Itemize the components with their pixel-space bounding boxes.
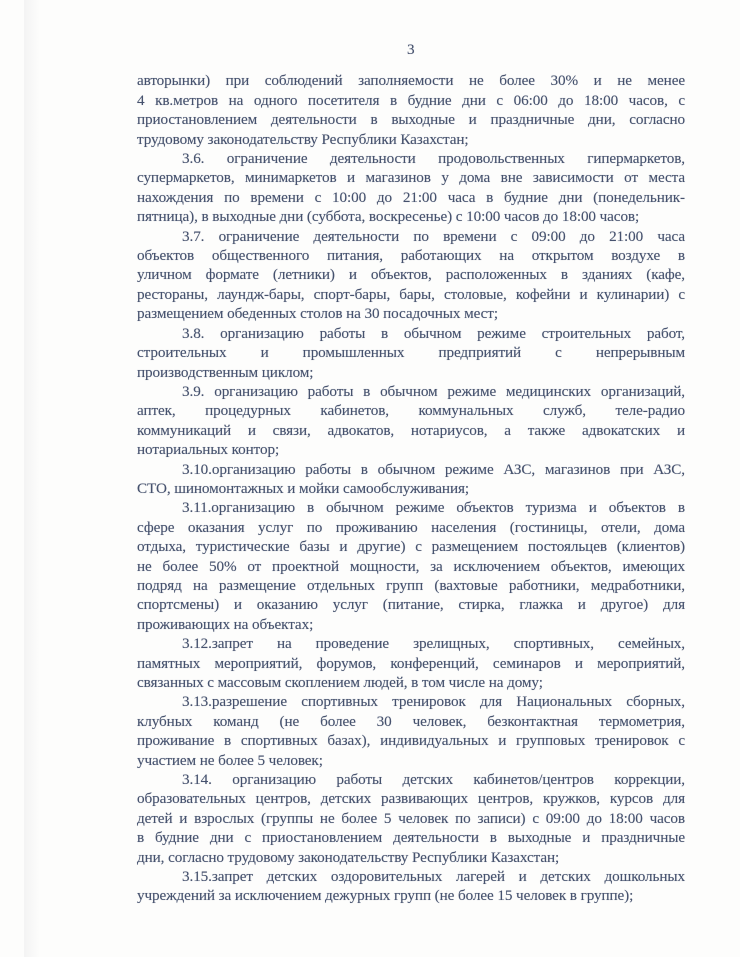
paragraph-3.15 bbox=[137, 867, 685, 906]
text-line: 3.10.организацию работы в обычном режиме АЗС, магазинов при АЗС, bbox=[182, 460, 685, 478]
text-line: памятных мероприятий, форумов, конференций, семинаров и мероприятий, bbox=[137, 654, 685, 672]
document-body bbox=[137, 71, 685, 905]
text-line: сфере оказания услуг по проживанию населения (гостиницы, отели, дома bbox=[137, 518, 685, 536]
text-line: участием не более 5 человек; bbox=[137, 751, 323, 769]
scan-edge-artifact bbox=[24, 0, 40, 957]
document-content bbox=[137, 0, 685, 906]
text-line: детей и взрослых (группы не более 5 человек по записи) с 09:00 до 18:00 часов bbox=[137, 809, 685, 827]
page-number: 3 bbox=[406, 41, 416, 58]
text-line: трудовому законодательству Республики Казахстан; bbox=[137, 130, 469, 148]
text-line: учреждений за исключением дежурных групп (не более 15 человек в группе); bbox=[137, 887, 634, 905]
text-line: в будние дни с приостановлением деятельности в выходные и праздничные bbox=[137, 829, 685, 847]
text-line: дни, согласно трудовому законодательству Республики Казахстан; bbox=[137, 848, 560, 866]
text-line: рестораны, лаундж-бары, спорт-бары, бары, столовые, кофейни и кулинарии) с bbox=[137, 285, 685, 303]
paragraph-3.14 bbox=[137, 770, 685, 867]
text-line: нотариальных контор; bbox=[137, 441, 280, 459]
paragraph-3.13 bbox=[137, 692, 685, 770]
text-line: образовательных центров, детских развивающих центров, кружков, курсов для bbox=[137, 790, 685, 808]
text-line: производственным циклом; bbox=[137, 363, 314, 381]
text-line: приостановлением деятельности в выходные и праздничные дни, согласно bbox=[137, 111, 685, 129]
paragraph-continuation bbox=[137, 71, 685, 149]
text-line: 3.14. организацию работы детских кабинетов/центров коррекции, bbox=[182, 771, 685, 789]
text-line: объектов общественного питания, работающих на открытом воздухе в bbox=[137, 247, 685, 265]
text-line: пятница), в выходные дни (суббота, воскресенье) с 10:00 часов до 18:00 часов; bbox=[137, 208, 640, 226]
paragraph-3.11 bbox=[137, 498, 685, 634]
paragraph-3.9 bbox=[137, 382, 685, 460]
text-line: 3.15.запрет детских оздоровительных лагерей и детских дошкольных bbox=[182, 868, 685, 886]
text-line: 3.9. организацию работы в обычном режиме медицинских организаций, bbox=[182, 382, 685, 400]
text-line: отдыха, туристические базы и другие) с размещением постояльцев (клиентов) bbox=[137, 538, 685, 556]
paragraph-3.7 bbox=[137, 227, 685, 324]
text-line: клубных команд (не более 30 человек, безконтактная термометрия, bbox=[137, 712, 685, 730]
text-line: 3.13.разрешение спортивных тренировок для Национальных сборных, bbox=[182, 693, 685, 711]
text-line: спортсмены) и оказанию услуг (питание, стирка, глажка и другое) для bbox=[137, 596, 685, 614]
paragraph-3.12 bbox=[137, 634, 685, 692]
text-line: уличном формате (летники) и объектов, расположенных в зданиях (кафе, bbox=[137, 266, 685, 284]
paragraph-3.6 bbox=[137, 149, 685, 227]
text-line: 3.12.запрет на проведение зрелищных, спортивных, семейных, bbox=[182, 635, 685, 653]
text-line: проживание в спортивных базах), индивидуальных и групповых тренировок с bbox=[137, 732, 685, 750]
text-line: нахождения по времени с 10:00 до 21:00 часа в будние дни (понедельник- bbox=[137, 188, 685, 206]
paragraph-3.10 bbox=[137, 460, 685, 499]
text-line: проживающих на объектах; bbox=[137, 615, 314, 633]
text-line: коммуникаций и связи, адвокатов, нотариусов, а также адвокатских и bbox=[137, 421, 685, 439]
text-line: 3.6. ограничение деятельности продовольственных гипермаркетов, bbox=[182, 150, 685, 168]
text-line: аптек, процедурных кабинетов, коммунальных служб, теле-радио bbox=[137, 402, 685, 420]
text-line: супермаркетов, минимаркетов и магазинов у дома вне зависимости от места bbox=[137, 169, 685, 187]
text-line: СТО, шиномонтажных и мойки самообслуживания; bbox=[137, 479, 469, 497]
text-line: строительных и промышленных предприятий с непрерывным bbox=[137, 344, 685, 362]
text-line: подряд на размещение отдельных групп (вахтовые работники, медработники, bbox=[137, 576, 685, 594]
text-line: 3.11.организацию в обычном режиме объектов туризма и объектов в bbox=[182, 499, 685, 517]
text-line: 3.8. организацию работы в обычном режиме строительных работ, bbox=[182, 324, 685, 342]
text-line: 3.7. ограничение деятельности по времени с 09:00 до 21:00 часа bbox=[182, 227, 685, 245]
text-line: авторынки) при соблюдений заполняемости не более 30% и не менее bbox=[137, 72, 685, 90]
paragraph-3.8 bbox=[137, 324, 685, 382]
text-line: связанных с массовым скоплением людей, в том числе на дому; bbox=[137, 674, 543, 691]
text-line: размещением обеденных столов на 30 посадочных мест; bbox=[137, 305, 498, 323]
text-line: не более 50% от проектной мощности, за исключением объектов, имеющих bbox=[137, 557, 685, 575]
text-line: 4 кв.метров на одного посетителя в будние дни с 06:00 до 18:00 часов, с bbox=[137, 91, 685, 109]
